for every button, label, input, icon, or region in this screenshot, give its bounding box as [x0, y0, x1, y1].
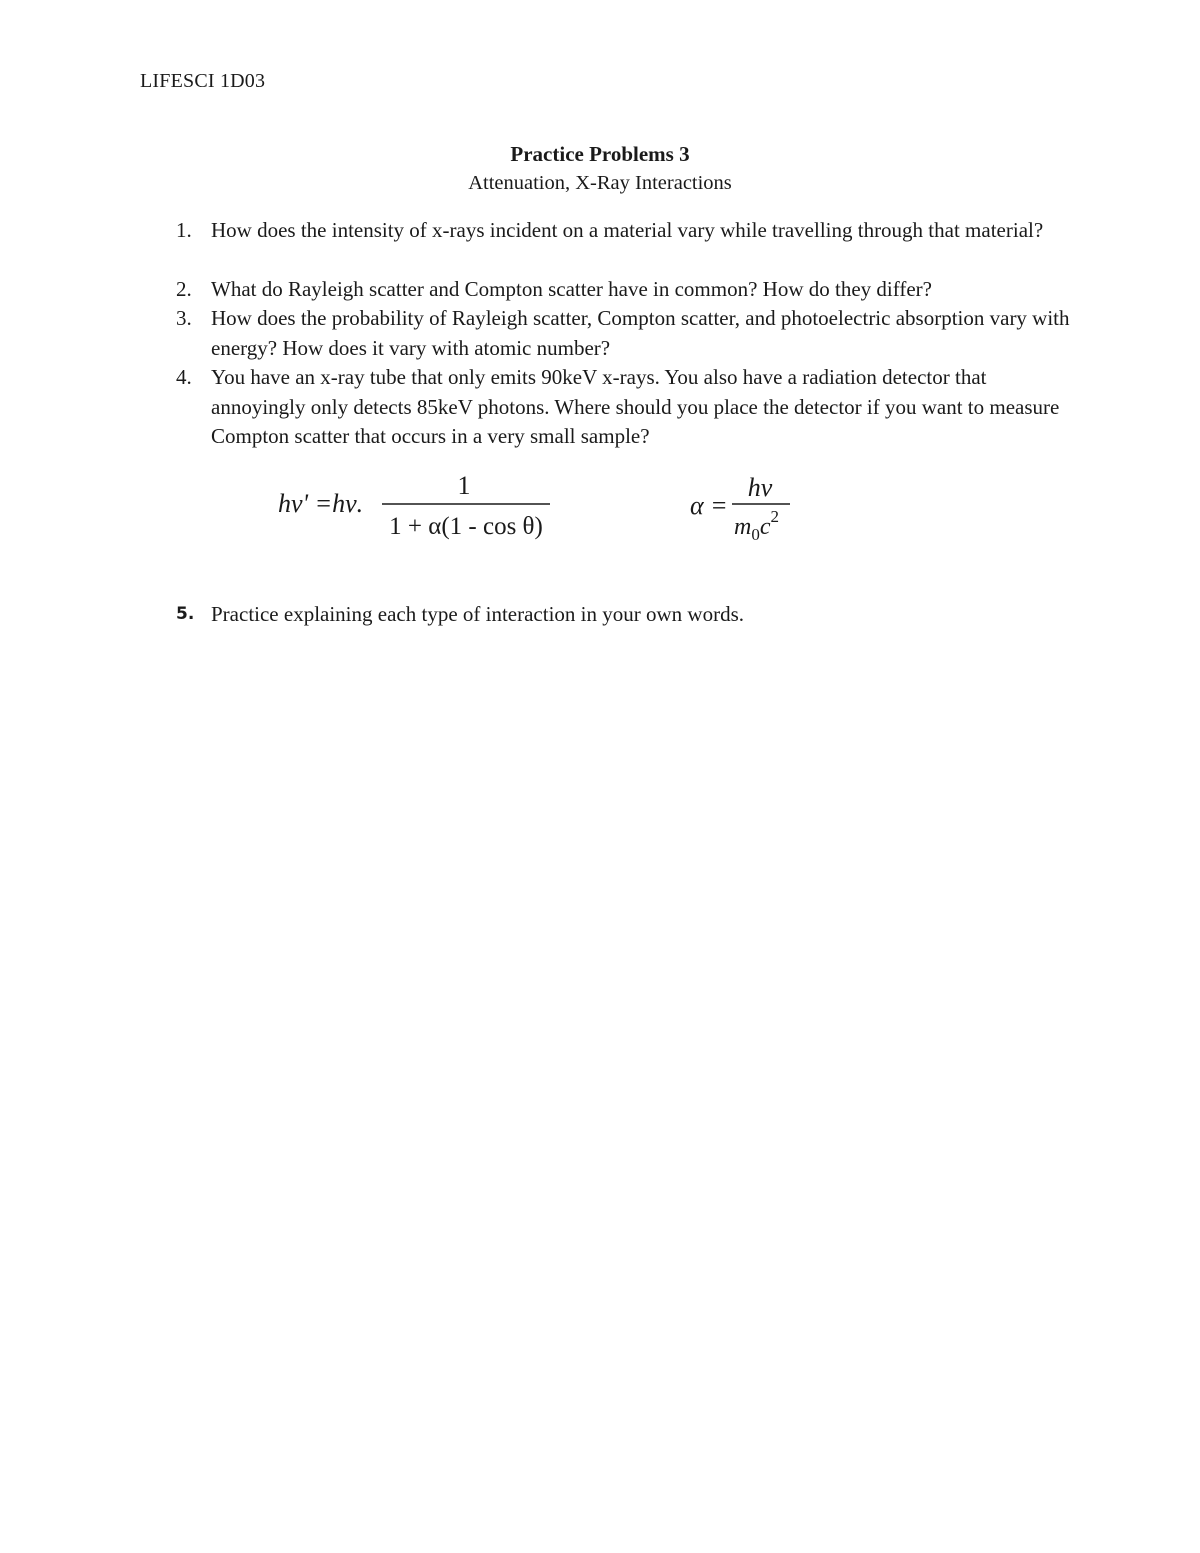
- compton-equation-lhs: hν' =hν.: [278, 489, 364, 518]
- alpha-equation-lhs: α =: [690, 491, 728, 520]
- question-number: 4.: [176, 365, 192, 389]
- alpha-equation-denominator: $m_0c^2$: [734, 507, 779, 544]
- alpha-equation-numerator: hν: [747, 473, 773, 502]
- question-number: 2.: [176, 277, 192, 301]
- question-text: How does the intensity of x-rays incident on a material vary while travelling through that material?: [211, 218, 1044, 242]
- compton-equation-numerator: 1: [457, 471, 471, 500]
- compton-equation: [276, 466, 566, 546]
- course-code: LIFESCI 1D03: [140, 70, 266, 92]
- question-text: How does the probability of Rayleigh scatter, Compton scatter, and photoelectric absorption vary with energy? How does it vary with atomic number?: [211, 306, 1070, 360]
- alpha-equation: [688, 466, 808, 546]
- question-text: Practice explaining each type of interaction in your own words.: [211, 602, 744, 626]
- question-number: 5.: [176, 604, 195, 624]
- question-text: You have an x-ray tube that only emits 90keV x-rays. You also have a radiation detector that annoyingly only detects 85keV photons. Where should you place the detector if you want to measure Compton scatter that occurs in a very small sample?: [211, 365, 1060, 448]
- page-title: Practice Problems 3: [510, 142, 690, 166]
- compton-equation-denominator: 1 + α(1 - cos θ): [389, 513, 543, 540]
- question-number: 3.: [176, 306, 192, 330]
- question-text: What do Rayleigh scatter and Compton scatter have in common? How do they differ?: [211, 277, 932, 301]
- question-number: 1.: [176, 218, 192, 242]
- page-subtitle: Attenuation, X-Ray Interactions: [468, 172, 732, 194]
